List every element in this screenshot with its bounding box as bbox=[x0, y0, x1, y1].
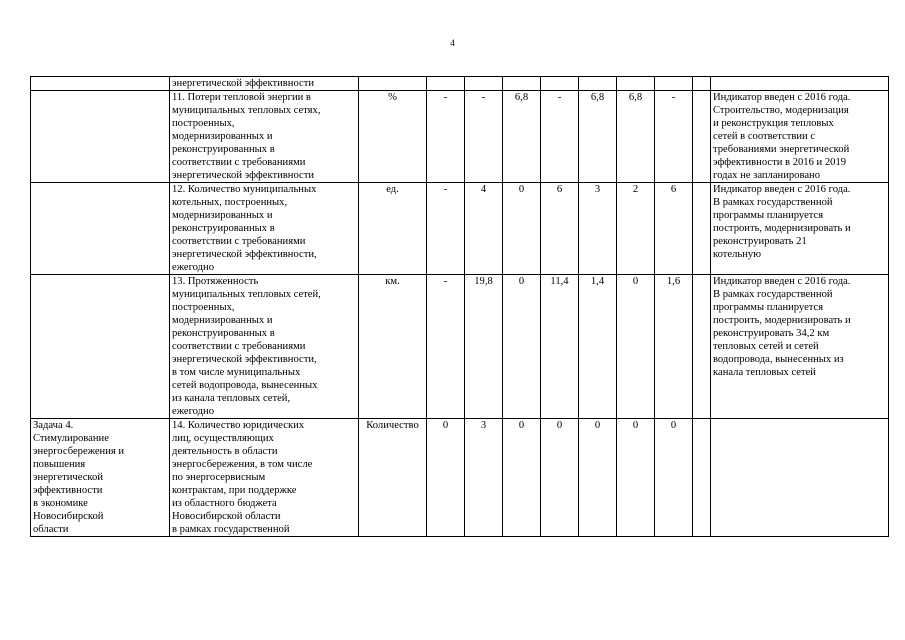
note-line: требованиями энергетической bbox=[713, 144, 850, 155]
value-cell: 6 bbox=[655, 183, 693, 275]
unit-cell: Количество bbox=[359, 419, 427, 537]
task-cell bbox=[31, 77, 170, 91]
table-row bbox=[31, 183, 889, 275]
indicator-line: по энергосервисным bbox=[172, 472, 266, 483]
value-cell bbox=[541, 77, 579, 91]
indicator-line: 14. Количество юридических bbox=[172, 420, 305, 431]
value-cell: 0 bbox=[655, 419, 693, 537]
value-cell: 0 bbox=[617, 419, 655, 537]
unit-cell: % bbox=[359, 91, 427, 183]
task-cell bbox=[31, 419, 170, 537]
note-line: котельную bbox=[713, 249, 762, 260]
value-cell: 6,8 bbox=[617, 91, 655, 183]
indicator-line: ежегодно bbox=[172, 406, 215, 417]
value-cell: 11,4 bbox=[541, 275, 579, 419]
indicator-line: соответствии с требованиями bbox=[172, 236, 306, 247]
value-cell: 2 bbox=[617, 183, 655, 275]
note-line: программы планируется bbox=[713, 210, 824, 221]
value-cell bbox=[693, 77, 711, 91]
task-cell bbox=[31, 91, 170, 183]
indicator-line: 11. Потери тепловой энергии в bbox=[172, 92, 311, 103]
unit-cell: ед. bbox=[359, 183, 427, 275]
indicator-line: контрактам, при поддержке bbox=[172, 485, 297, 496]
value-cell bbox=[693, 183, 711, 275]
task-line: энергосбережения и bbox=[33, 446, 125, 457]
indicator-line: энергетической эффективности bbox=[172, 170, 315, 181]
note-cell bbox=[711, 275, 889, 419]
page-number: 4 bbox=[450, 38, 455, 48]
value-cell: 19,8 bbox=[465, 275, 503, 419]
unit-cell: км. bbox=[359, 275, 427, 419]
indicator-line: соответствии с требованиями bbox=[172, 157, 306, 168]
indicator-cell bbox=[170, 91, 359, 183]
value-cell: 3 bbox=[579, 183, 617, 275]
indicator-line: энергосбережения, в том числе bbox=[172, 459, 313, 470]
indicator-line: модернизированных и bbox=[172, 210, 273, 221]
note-cell bbox=[711, 183, 889, 275]
value-cell: 1,4 bbox=[579, 275, 617, 419]
note-line: Строительство, модернизация bbox=[713, 105, 849, 116]
indicator-line: соответствии с требованиями bbox=[172, 341, 306, 352]
note-line: программы планируется bbox=[713, 302, 824, 313]
value-cell: - bbox=[655, 91, 693, 183]
note-line: В рамках государственной bbox=[713, 289, 833, 300]
note-line: канала тепловых сетей bbox=[713, 367, 816, 378]
note-line: сетей в соответствии с bbox=[713, 131, 816, 142]
unit-cell bbox=[359, 77, 427, 91]
note-line: и реконструкция тепловых bbox=[713, 118, 834, 129]
value-cell: - bbox=[427, 183, 465, 275]
value-cell: - bbox=[427, 91, 465, 183]
value-cell: 0 bbox=[503, 419, 541, 537]
value-cell: 0 bbox=[427, 419, 465, 537]
note-line: тепловых сетей и сетей bbox=[713, 341, 819, 352]
task-line: эффективности bbox=[33, 485, 103, 496]
indicator-line: реконструированных в bbox=[172, 223, 275, 234]
note-cell bbox=[711, 419, 889, 537]
indicator-line: Новосибирской области bbox=[172, 511, 281, 522]
value-cell bbox=[465, 77, 503, 91]
value-cell bbox=[655, 77, 693, 91]
value-cell: 0 bbox=[541, 419, 579, 537]
indicator-line: модернизированных и bbox=[172, 131, 273, 142]
value-cell: 3 bbox=[465, 419, 503, 537]
indicator-line: построенных, bbox=[172, 118, 235, 129]
note-line: годах не запланировано bbox=[713, 170, 820, 181]
indicator-cell bbox=[170, 77, 359, 91]
indicator-line: 12. Количество муниципальных bbox=[172, 184, 317, 195]
value-cell: 6,8 bbox=[579, 91, 617, 183]
indicator-line: реконструированных в bbox=[172, 144, 275, 155]
note-line: эффективности в 2016 и 2019 bbox=[713, 157, 847, 168]
task-cell bbox=[31, 183, 170, 275]
value-cell: - bbox=[427, 275, 465, 419]
table-row bbox=[31, 275, 889, 419]
note-line: Индикатор введен с 2016 года. bbox=[713, 92, 851, 103]
indicator-line: энергетической эффективности bbox=[172, 78, 315, 89]
note-cell bbox=[711, 77, 889, 91]
indicator-line: из канала тепловых сетей, bbox=[172, 393, 291, 404]
value-cell bbox=[579, 77, 617, 91]
task-line: области bbox=[33, 524, 69, 535]
task-line: Стимулирование bbox=[33, 433, 109, 444]
task-line: Новосибирской bbox=[33, 511, 104, 522]
value-cell bbox=[617, 77, 655, 91]
table-row bbox=[31, 91, 889, 183]
value-cell: 6 bbox=[541, 183, 579, 275]
indicator-line: муниципальных тепловых сетях, bbox=[172, 105, 321, 116]
note-line: водопровода, вынесенных из bbox=[713, 354, 844, 365]
indicators-table bbox=[30, 76, 889, 537]
indicator-line: сетей водопровода, вынесенных bbox=[172, 380, 318, 391]
task-cell bbox=[31, 275, 170, 419]
indicator-cell bbox=[170, 183, 359, 275]
note-line: построить, модернизировать и bbox=[713, 223, 851, 234]
indicator-line: в рамках государственной bbox=[172, 524, 290, 535]
task-line: Задача 4. bbox=[33, 420, 74, 431]
indicator-line: реконструированных в bbox=[172, 328, 275, 339]
note-line: В рамках государственной bbox=[713, 197, 833, 208]
task-line: в экономике bbox=[33, 498, 88, 509]
value-cell: - bbox=[541, 91, 579, 183]
note-line: Индикатор введен с 2016 года. bbox=[713, 276, 851, 287]
indicator-line: энергетической эффективности, bbox=[172, 354, 317, 365]
note-line: построить, модернизировать и bbox=[713, 315, 851, 326]
indicator-line: муниципальных тепловых сетей, bbox=[172, 289, 321, 300]
note-cell bbox=[711, 91, 889, 183]
indicator-line: модернизированных и bbox=[172, 315, 273, 326]
table-row bbox=[31, 77, 889, 91]
value-cell: 1,6 bbox=[655, 275, 693, 419]
value-cell: - bbox=[465, 91, 503, 183]
value-cell bbox=[503, 77, 541, 91]
note-line: Индикатор введен с 2016 года. bbox=[713, 184, 851, 195]
indicator-line: котельных, построенных, bbox=[172, 197, 288, 208]
task-line: энергетической bbox=[33, 472, 103, 483]
value-cell: 6,8 bbox=[503, 91, 541, 183]
indicator-line: 13. Протяженность bbox=[172, 276, 259, 287]
value-cell: 4 bbox=[465, 183, 503, 275]
value-cell: 0 bbox=[617, 275, 655, 419]
value-cell: 0 bbox=[579, 419, 617, 537]
value-cell: 0 bbox=[503, 183, 541, 275]
value-cell bbox=[693, 275, 711, 419]
indicator-line: построенных, bbox=[172, 302, 235, 313]
indicator-line: из областного бюджета bbox=[172, 498, 277, 509]
indicator-line: деятельность в области bbox=[172, 446, 278, 457]
indicator-line: ежегодно bbox=[172, 262, 215, 273]
value-cell bbox=[693, 91, 711, 183]
note-line: реконструировать 21 bbox=[713, 236, 807, 247]
value-cell bbox=[693, 419, 711, 537]
table-row bbox=[31, 419, 889, 537]
task-line: повышения bbox=[33, 459, 86, 470]
value-cell bbox=[427, 77, 465, 91]
indicator-line: лиц, осуществляющих bbox=[172, 433, 274, 444]
note-line: реконструировать 34,2 км bbox=[713, 328, 830, 339]
indicator-line: энергетической эффективности, bbox=[172, 249, 317, 260]
indicator-cell bbox=[170, 419, 359, 537]
indicator-line: в том числе муниципальных bbox=[172, 367, 301, 378]
indicator-cell bbox=[170, 275, 359, 419]
value-cell: 0 bbox=[503, 275, 541, 419]
